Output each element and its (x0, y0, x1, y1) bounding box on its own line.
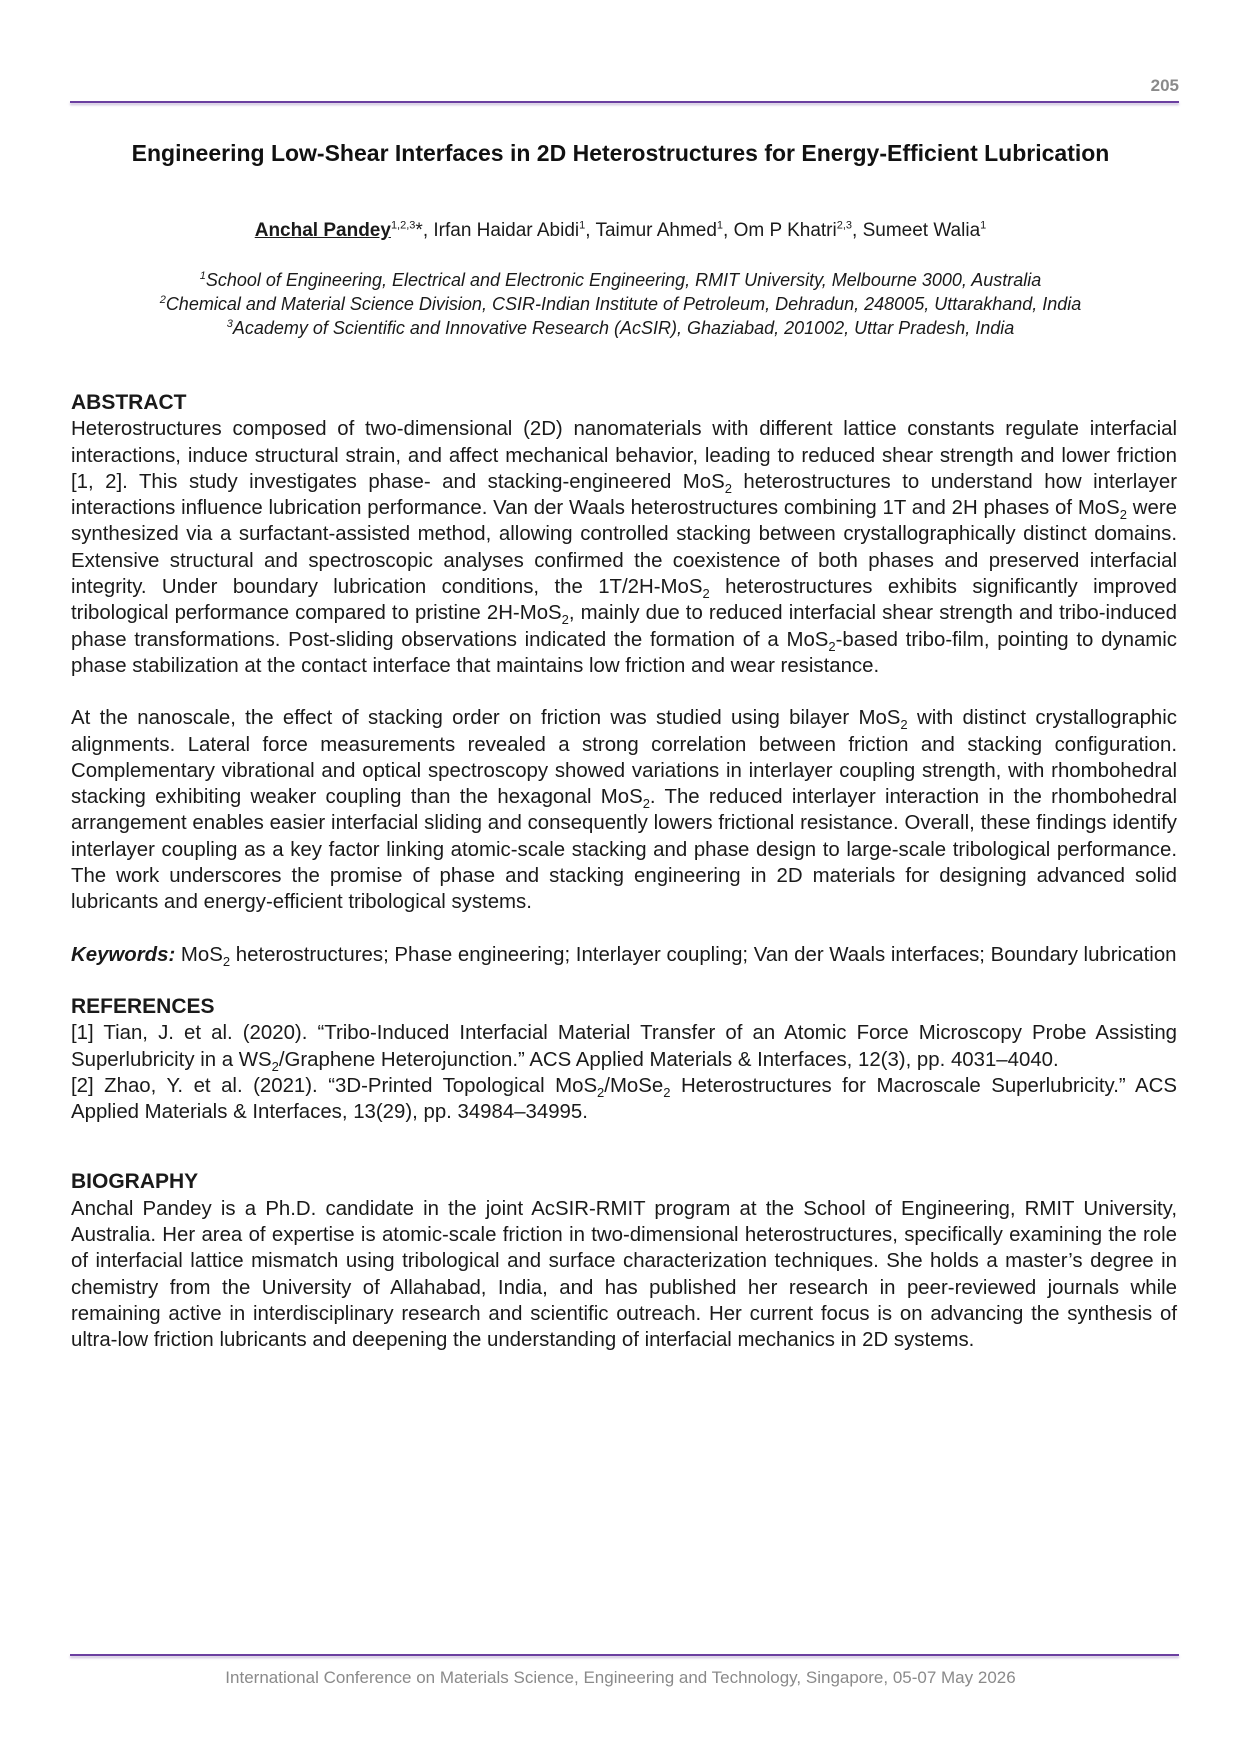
text-run: -based tribo-film, pointing to dynamic phase stabilization at the contact interface that maintains low friction and wear resistance. (71, 628, 1178, 677)
references-heading: REFERENCES (71, 994, 215, 1018)
text-run: At the nanoscale, the effect of stacking order on friction was studied using bilayer MoS (71, 707, 901, 730)
text-run: were synthesized via a surfactant-assisted method, allowing controlled stacking between crystallographically distinct domains. Extensive structural and spectroscopic analyses confirmed the coexistence of both phases and preserved interfacial integrity. Under boundary lubrication conditions, the 1T/2H-MoS (71, 497, 1177, 599)
page-number: 205 (1150, 76, 1179, 95)
affiliations (62, 268, 1179, 340)
text-run: MoS (175, 943, 223, 966)
author-sup: 1 (980, 219, 987, 232)
affiliation-line (62, 268, 1179, 292)
text-run: heterostructures to understand how interlayer interactions influence lubrication performance. Van der Waals heterostructures combining 1T and 2H phases of MoS (71, 470, 1177, 520)
author-name: , Taimur Ahmed (585, 220, 717, 241)
subscript: 2 (1119, 507, 1127, 523)
author-sup: 1 (579, 219, 586, 232)
corresponding-mark: * (415, 220, 423, 241)
subscript: 2 (222, 953, 231, 969)
affiliation-line (62, 292, 1179, 316)
header-rule (70, 101, 1179, 103)
affiliation-text: Academy of Scientific and Innovative Research (AcSIR), Ghaziabad, 201002, Uttar Pradesh, India (232, 318, 1015, 338)
text-run: heterostructures exhibits significantly improved tribological performance compared to pristine 2H-MoS (71, 576, 1177, 625)
text-run: /Graphene Heterojunction.” ACS Applied Materials & Interfaces, 12(3), pp. 4031–4040. (278, 1048, 1059, 1071)
author-sup: 2,3 (836, 219, 853, 232)
subscript: 2 (663, 1084, 671, 1100)
keywords (71, 942, 1177, 968)
conference-footer: International Conference on Materials Science, Engineering and Technology, Singapore, 05-07 May 2026 (225, 1668, 1016, 1687)
paper-title: Engineering Low-Shear Interfaces in 2D Heterostructures for Energy-Efficient Lubrication (131, 140, 1110, 166)
subscript: 2 (561, 612, 569, 628)
author-sup: 1 (716, 219, 724, 232)
subscript: 2 (597, 1084, 605, 1100)
abstract-paragraph-1 (71, 416, 1177, 679)
text-run: with distinct crystallographic alignments. Lateral force measurements revealed a strong correlation between friction and stacking configuration. Complementary vibrational and optical spectroscopy showed variations in interlayer coupling strength, with rhombohedral stacking exhibiting weaker coupling than the hexagonal MoS (71, 707, 1177, 809)
affiliation-text: Chemical and Material Science Division, CSIR-Indian Institute of Petroleum, Dehradun, 248005, Uttarakhand, India (165, 294, 1082, 314)
reference-2 (71, 1073, 1177, 1126)
keywords-label: Keywords: (71, 943, 176, 966)
presenting-author: Anchal Pandey (254, 220, 391, 241)
text-run: [2] Zhao, Y. et al. (2021). “3D-Printed Topological MoS (71, 1074, 598, 1097)
author-name: , Irfan Haidar Abidi (422, 220, 580, 241)
footer-rule (70, 1654, 1179, 1656)
text-run: Heterostructures composed of two-dimensional (2D) nanomaterials with different lattice constants regulate interfacial interactions, induce structural strain, and affect mechanical behavior, leading to reduced shear strength and lower friction [1, 2]. This study investigates phase- and stacking-engineered MoS (71, 418, 1177, 493)
subscript: 2 (900, 717, 908, 733)
subscript: 2 (724, 480, 732, 496)
author-sup: 1,2,3 (390, 219, 416, 232)
text-run: /MoSe (604, 1074, 664, 1097)
subscript: 2 (271, 1058, 279, 1074)
subscript: 2 (828, 638, 836, 654)
author-name: , Om P Khatri (723, 220, 837, 241)
author-name: , Sumeet Walia (852, 220, 981, 241)
text-run: , mainly due to reduced interfacial shear strength and tribo-induced phase transformations. Post-sliding observations indicated the formation of a MoS (71, 602, 1177, 651)
affiliation-line (62, 316, 1179, 340)
text-run: . The reduced interlayer interaction in the rhombohedral arrangement enables easier interfacial sliding and consequently lowers frictional resistance. Overall, these findings identify interlayer coupling as a key factor linking atomic-scale stacking and phase design to large-scale tribological performance. The work underscores the promise of phase and stacking engineering in 2D materials for designing advanced solid lubricants and energy-efficient tribological systems. (71, 786, 1177, 914)
author-list (62, 220, 1179, 242)
subscript: 2 (702, 586, 710, 602)
biography-heading: BIOGRAPHY (71, 1170, 199, 1194)
abstract-paragraph-2 (71, 705, 1177, 915)
paper-body (71, 390, 1177, 1354)
subscript: 2 (642, 796, 650, 812)
text-run: heterostructures; Phase engineering; Interlayer coupling; Van der Waals interfaces; Boundary lubrication (230, 943, 1177, 966)
affiliation-sup: 3 (226, 318, 233, 330)
text-run: Heterostructures for Macroscale Superlubricity.” ACS Applied Materials & Interfaces, 13(29), pp. 34984–34995. (71, 1074, 1177, 1124)
affiliation-sup: 1 (199, 270, 206, 282)
reference-1 (71, 1020, 1177, 1073)
abstract-heading: ABSTRACT (71, 391, 187, 414)
biography-text: Anchal Pandey is a Ph.D. candidate in the joint AcSIR-RMIT program at the School of Engineering, RMIT University, Australia. Her area of expertise is atomic-scale friction in two-dimensional heterostructures, specifically examining the role of interfacial lattice mismatch using tribological and surface characterization techniques. She holds a master’s degree in chemistry from the University of Allahabad, India, and has published her research in peer-reviewed journals while remaining active in interdisciplinary research and scientific outreach. Her current focus is on advancing the synthesis of ultra-low friction lubricants and deepening the understanding of interfacial mechanics in 2D systems. (71, 1197, 1177, 1352)
text-run: [1] Tian, J. et al. (2020). “Tribo-Induced Interfacial Material Transfer of an Atomic Force Microscopy Probe Assisting Superlubricity in a WS (71, 1022, 1177, 1071)
affiliation-text: School of Engineering, Electrical and Electronic Engineering, RMIT University, Melbourne 3000, Australia (205, 270, 1042, 290)
affiliation-sup: 2 (159, 294, 166, 306)
